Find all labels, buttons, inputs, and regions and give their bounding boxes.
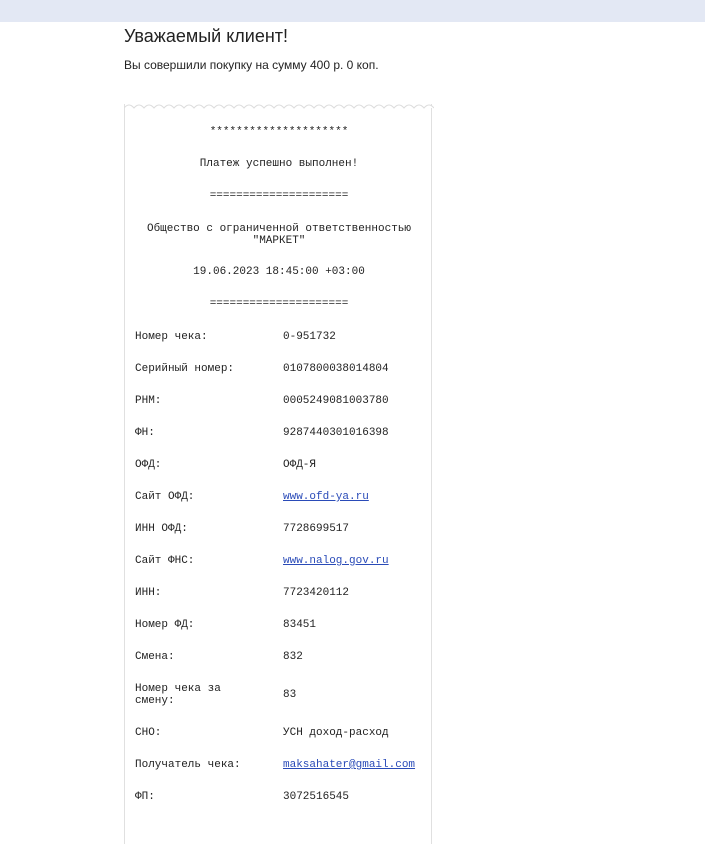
inn-value: 7723420112 bbox=[283, 587, 350, 599]
serial-number-value: 0107800038014804 bbox=[283, 363, 389, 375]
receipt-number-value: 0-951732 bbox=[283, 331, 336, 343]
purchase-summary: Вы совершили покупку на сумму 400 р. 0 коп. bbox=[124, 58, 379, 72]
fns-site-link[interactable]: www.nalog.gov.ru bbox=[283, 555, 389, 567]
receipt-datetime: 19.06.2023 18:45:00 +03:00 bbox=[193, 266, 365, 278]
receipt-separator: ===================== bbox=[209, 190, 349, 202]
fp-label: ФП: bbox=[135, 791, 155, 803]
shift-value: 832 bbox=[283, 651, 303, 663]
fns-site-label: Сайт ФНС: bbox=[135, 555, 195, 567]
ofd-inn-label: ИНН ОФД: bbox=[135, 523, 188, 535]
shift-receipt-number-label: Номер чека за смену: bbox=[135, 683, 221, 707]
recipient-email-link[interactable]: maksahater@gmail.com bbox=[283, 759, 416, 771]
sno-label: СНО: bbox=[135, 727, 162, 739]
top-bar bbox=[0, 0, 705, 22]
ofd-inn-value: 7728699517 bbox=[283, 523, 350, 535]
serial-number-label: Серийный номер: bbox=[135, 363, 235, 375]
payment-status: Платеж успешно выполнен! bbox=[199, 158, 359, 170]
inn-label: ИНН: bbox=[135, 587, 162, 599]
receipt-stars: ********************* bbox=[209, 126, 349, 138]
receipt bbox=[124, 104, 432, 844]
ofd-label: ОФД: bbox=[135, 459, 162, 471]
rnm-label: РНМ: bbox=[135, 395, 162, 407]
ofd-site-label: Сайт ОФД: bbox=[135, 491, 195, 503]
receipt-number-label: Номер чека: bbox=[135, 331, 208, 343]
rnm-value: 0005249081003780 bbox=[283, 395, 389, 407]
receipt-torn-edge bbox=[124, 102, 434, 110]
recipient-label: Получатель чека: bbox=[135, 759, 241, 771]
company-name-line2: "МАРКЕТ" bbox=[252, 235, 306, 247]
receipt-separator: ===================== bbox=[209, 298, 349, 310]
greeting-title: Уважаемый клиент! bbox=[124, 26, 289, 46]
shift-label: Смена: bbox=[135, 651, 175, 663]
fd-number-label: Номер ФД: bbox=[135, 619, 195, 631]
fp-value: 3072516545 bbox=[283, 791, 350, 803]
fd-number-value: 83451 bbox=[283, 619, 317, 631]
fn-value: 9287440301016398 bbox=[283, 427, 389, 439]
sno-value: УСН доход-расход bbox=[283, 727, 389, 739]
ofd-value: ОФД-Я bbox=[283, 459, 317, 471]
ofd-site-link[interactable]: www.ofd-ya.ru bbox=[283, 491, 369, 503]
shift-receipt-number-value: 83 bbox=[283, 689, 297, 701]
fn-label: ФН: bbox=[135, 427, 155, 439]
company-name-line1: Общество с ограниченной ответственностью bbox=[146, 223, 412, 235]
